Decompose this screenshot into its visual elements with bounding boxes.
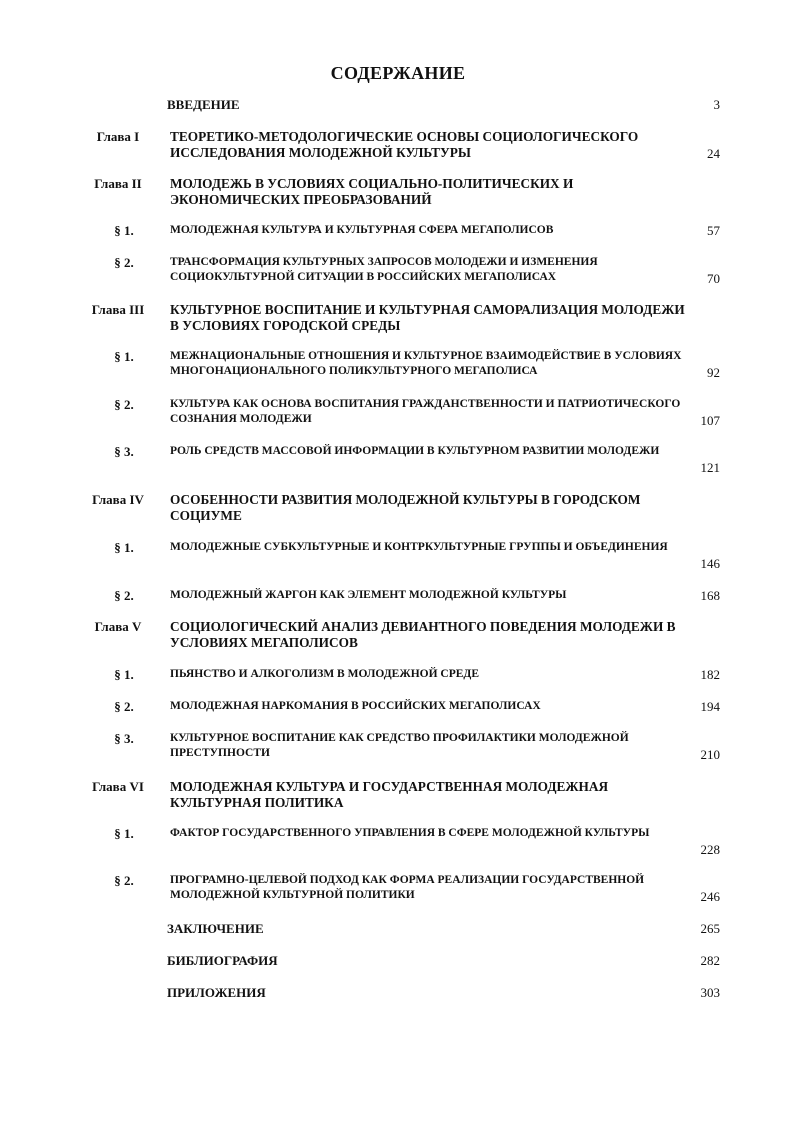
- section-label: § 3.: [114, 731, 134, 746]
- chapter-label: Глава V: [94, 619, 142, 634]
- toc-page-number: 146: [700, 556, 720, 571]
- toc-entry-text: МОЛОДЕЖЬ В УСЛОВИЯХ СОЦИАЛЬНО-ПОЛИТИЧЕСКИХ И ЭКОНОМИЧЕСКИХ ПРЕОБРАЗОВАНИЙ: [170, 176, 574, 207]
- chapter-label: Глава III: [91, 302, 145, 317]
- chapter-label: Глава IV: [92, 492, 144, 507]
- section-label: § 2.: [114, 873, 134, 888]
- toc-page-number: 92: [707, 365, 720, 380]
- toc-entry-text: ПРИЛОЖЕНИЯ: [167, 985, 266, 1000]
- toc-entry-text: РОЛЬ СРЕДСТВ МАССОВОЙ ИНФОРМАЦИИ В КУЛЬТУРНОМ РАЗВИТИИ МОЛОДЕЖИ: [170, 445, 660, 457]
- toc-entry-text: ЗАКЛЮЧЕНИЕ: [167, 921, 264, 936]
- toc-page-number: 246: [700, 889, 720, 904]
- toc-entry-text: ВВЕДЕНИЕ: [167, 97, 240, 112]
- toc-page-number: 265: [700, 921, 720, 936]
- toc-entry-text: КУЛЬТУРНОЕ ВОСПИТАНИЕ КАК СРЕДСТВО ПРОФИЛАКТИКИ МОЛОДЕЖНОЙ ПРЕСТУПНОСТИ: [170, 732, 629, 759]
- toc-page-number: 121: [700, 460, 720, 475]
- toc-entry-text: МЕЖНАЦИОНАЛЬНЫЕ ОТНОШЕНИЯ И КУЛЬТУРНОЕ ВЗАИМОДЕЙСТВИЕ В УСЛОВИЯХ МНОГОНАЦИОНАЛЬНОГО ПОЛИКУЛЬТУРНОГО МЕГАПОЛИСА: [170, 350, 682, 377]
- section-label: § 2.: [114, 397, 134, 412]
- toc-page-number: 182: [700, 667, 720, 682]
- chapter-label: Глава I: [96, 129, 140, 144]
- toc-page-number: 168: [700, 588, 720, 603]
- toc-entry-text: МОЛОДЕЖНЫЕ СУБКУЛЬТУРНЫЕ И КОНТРКУЛЬТУРНЫЕ ГРУППЫ И ОБЪЕДИНЕНИЯ: [170, 541, 668, 553]
- section-label: § 2.: [114, 588, 134, 603]
- toc-page-number: 210: [700, 747, 720, 762]
- section-label: § 1.: [114, 349, 134, 364]
- section-label: § 1.: [114, 540, 134, 555]
- toc-entry-text: МОЛОДЕЖНАЯ КУЛЬТУРА И ГОСУДАРСТВЕННАЯ МОЛОДЕЖНАЯ КУЛЬТУРНАЯ ПОЛИТИКА: [170, 779, 609, 810]
- toc-entry-text: МОЛОДЕЖНЫЙ ЖАРГОН КАК ЭЛЕМЕНТ МОЛОДЕЖНОЙ КУЛЬТУРЫ: [170, 589, 567, 601]
- section-label: § 1.: [114, 223, 134, 238]
- toc-page-number: 228: [700, 842, 720, 857]
- section-label: § 3.: [114, 444, 134, 459]
- toc-entry-text: ТЕОРЕТИКО-МЕТОДОЛОГИЧЕСКИЕ ОСНОВЫ СОЦИОЛОГИЧЕСКОГО ИССЛЕДОВАНИЯ МОЛОДЕЖНОЙ КУЛЬТУРЫ: [170, 129, 639, 160]
- page-title: СОДЕРЖАНИЕ: [330, 63, 466, 83]
- toc-entry-text: МОЛОДЕЖНАЯ КУЛЬТУРА И КУЛЬТУРНАЯ СФЕРА МЕГАПОЛИСОВ: [170, 224, 554, 236]
- toc-entry-text: МОЛОДЕЖНАЯ НАРКОМАНИЯ В РОССИЙСКИХ МЕГАПОЛИСАХ: [170, 700, 541, 712]
- toc-entry-text: ФАКТОР ГОСУДАРСТВЕННОГО УПРАВЛЕНИЯ В СФЕРЕ МОЛОДЕЖНОЙ КУЛЬТУРЫ: [170, 827, 650, 839]
- toc-entry-text: ПРОГРАМНО-ЦЕЛЕВОЙ ПОДХОД КАК ФОРМА РЕАЛИЗАЦИИ ГОСУДАРСТВЕННОЙ МОЛОДЕЖНОЙ КУЛЬТУРНОЙ ПОЛИТИКИ: [170, 874, 645, 901]
- toc-page-number: 70: [707, 271, 720, 286]
- chapter-label: Глава VI: [92, 779, 144, 794]
- toc-page-number: 57: [707, 223, 720, 238]
- toc-entry-text: ТРАНСФОРМАЦИЯ КУЛЬТУРНЫХ ЗАПРОСОВ МОЛОДЕЖИ И ИЗМЕНЕНИЯ СОЦИОКУЛЬТУРНОЙ СИТУАЦИИ В РОССИЙСКИХ МЕГАПОЛИСАХ: [170, 256, 598, 283]
- toc-page-number: 303: [700, 985, 720, 1000]
- toc-page-number: 107: [700, 413, 720, 428]
- section-label: § 2.: [114, 699, 134, 714]
- toc-entry-text: СОЦИОЛОГИЧЕСКИЙ АНАЛИЗ ДЕВИАНТНОГО ПОВЕДЕНИЯ МОЛОДЕЖИ В УСЛОВИЯХ МЕГАПОЛИСОВ: [170, 619, 676, 650]
- toc-page-number: 24: [707, 146, 720, 161]
- toc-entry-text: БИБЛИОГРАФИЯ: [167, 953, 278, 968]
- section-label: § 1.: [114, 667, 134, 682]
- toc-entry-text: ПЬЯНСТВО И АЛКОГОЛИЗМ В МОЛОДЕЖНОЙ СРЕДЕ: [170, 668, 480, 680]
- toc-page-number: 194: [700, 699, 720, 714]
- toc-entry-text: КУЛЬТУРНОЕ ВОСПИТАНИЕ И КУЛЬТУРНАЯ САМОРАЛИЗАЦИЯ МОЛОДЕЖИ В УСЛОВИЯХ ГОРОДСКОЙ СРЕДЫ: [170, 302, 685, 333]
- section-label: § 1.: [114, 826, 134, 841]
- toc-page-number: 282: [700, 953, 720, 968]
- toc-entry-text: КУЛЬТУРА КАК ОСНОВА ВОСПИТАНИЯ ГРАЖДАНСТВЕННОСТИ И ПАТРИОТИЧЕСКОГО СОЗНАНИЯ МОЛОДЕЖИ: [170, 398, 681, 425]
- chapter-label: Глава II: [94, 176, 142, 191]
- section-label: § 2.: [114, 255, 134, 270]
- toc-page-number: 3: [713, 97, 720, 112]
- toc-entry-text: ОСОБЕННОСТИ РАЗВИТИЯ МОЛОДЕЖНОЙ КУЛЬТУРЫ В ГОРОДСКОМ СОЦИУМЕ: [170, 492, 641, 523]
